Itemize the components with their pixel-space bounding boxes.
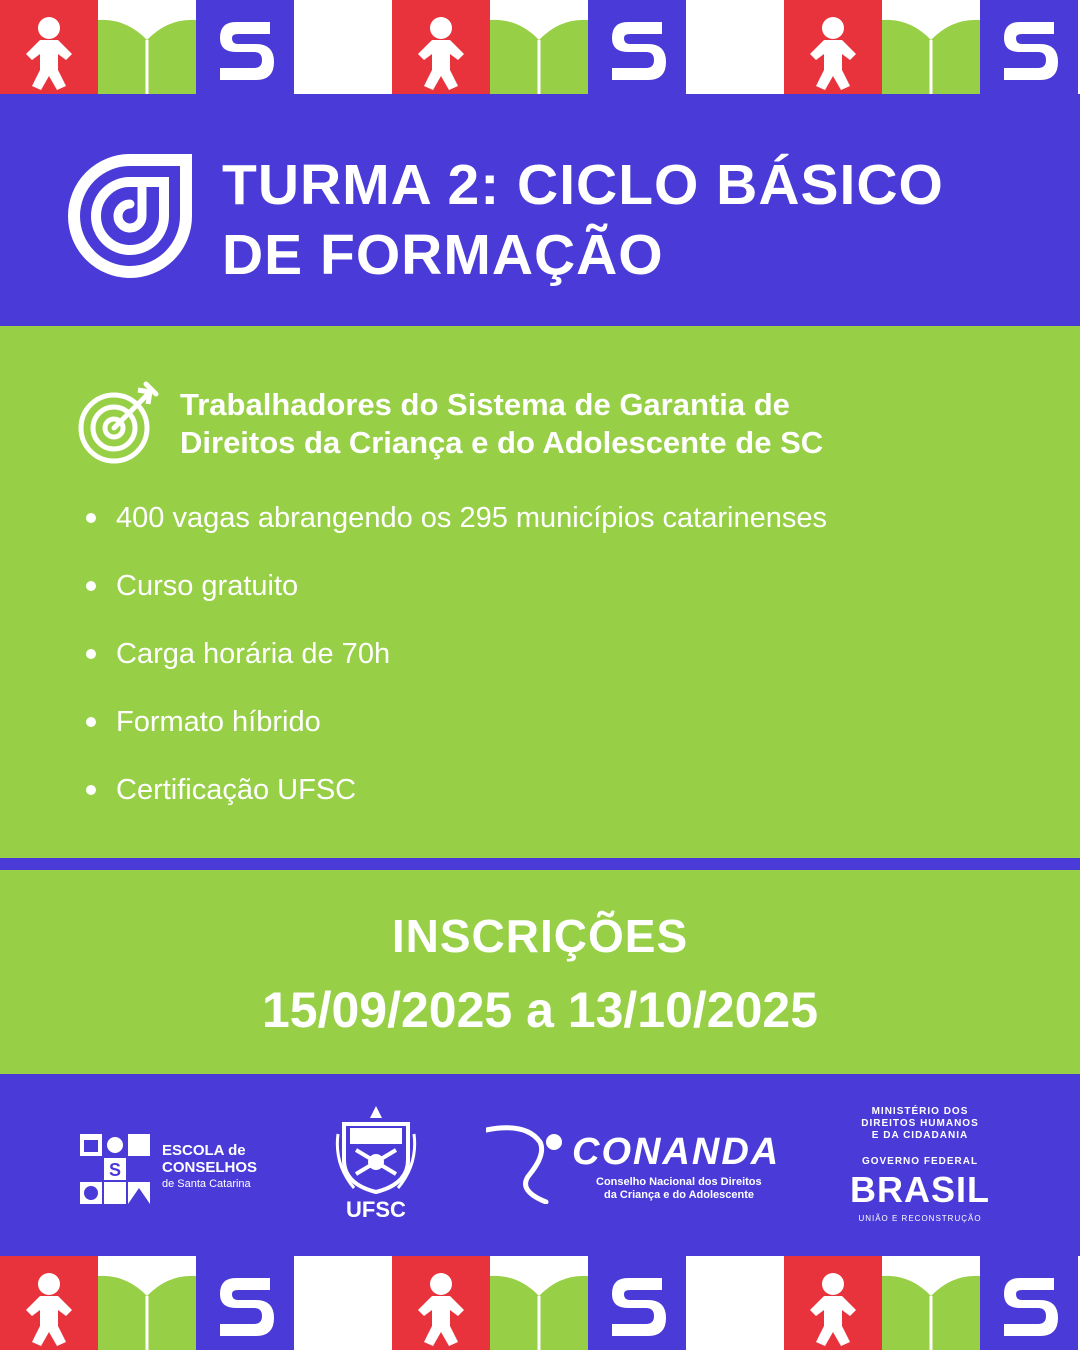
blank-tile	[294, 0, 392, 94]
registration-panel	[0, 870, 1080, 1074]
pattern-tile	[294, 1256, 392, 1350]
gingerbread-icon	[784, 0, 882, 94]
pattern-tile	[294, 0, 392, 94]
svg-text:S: S	[108, 1160, 122, 1180]
conanda-logo	[486, 1124, 781, 1214]
pattern-tile	[588, 1256, 686, 1350]
pattern-strip-top	[0, 0, 1080, 94]
course-features-list	[86, 496, 1046, 836]
gov-federal-label: GOVERNO FEDERAL	[861, 1156, 979, 1167]
escola-line-2: CONSELHOS	[162, 1159, 258, 1176]
pattern-tile	[98, 0, 196, 94]
pattern-tile	[0, 1256, 98, 1350]
s-letter-icon	[588, 0, 686, 94]
list-item-text: Certificação UFSC	[116, 774, 357, 806]
gingerbread-icon	[0, 0, 98, 94]
ministry-line-2: DIREITOS HUMANOS	[861, 1118, 979, 1129]
list-item-text: 400 vagas abrangendo os 295 municípios catarinenses	[116, 502, 827, 534]
pattern-tile	[98, 1256, 196, 1350]
bullet-icon	[86, 513, 96, 523]
audience-line-2: Direitos da Criança e do Adolescente de SC	[180, 425, 824, 460]
blank-tile	[294, 1256, 392, 1350]
escola-line-1: ESCOLA de	[162, 1142, 246, 1159]
conanda-name: CONANDA	[572, 1131, 781, 1173]
registration-title: INSCRIÇÕES	[391, 910, 689, 962]
pattern-tile	[392, 1256, 490, 1350]
blank-tile	[686, 0, 784, 94]
pattern-tile	[882, 1256, 980, 1350]
governo-federal-logo	[840, 1106, 1000, 1226]
list-item	[86, 564, 1046, 632]
bullet-icon	[86, 649, 96, 659]
pattern-tile	[980, 1256, 1078, 1350]
s-letter-icon	[980, 0, 1078, 94]
list-item-text: Formato híbrido	[116, 706, 321, 738]
escola-line-3: de Santa Catarina	[162, 1178, 251, 1190]
pattern-tile	[686, 1256, 784, 1350]
escola-grid-icon	[80, 1134, 150, 1204]
bullet-icon	[86, 581, 96, 591]
pattern-tile	[490, 0, 588, 94]
ministry-line-3: E DA CIDADANIA	[871, 1130, 969, 1141]
pattern-tile	[490, 1256, 588, 1350]
pattern-tile	[784, 0, 882, 94]
bullet-icon	[86, 717, 96, 727]
list-item	[86, 496, 1046, 564]
target-icon	[76, 380, 162, 466]
pattern-strip-bottom	[0, 1256, 1080, 1350]
bullet-icon	[86, 785, 96, 795]
list-item-text: Curso gratuito	[116, 570, 299, 602]
book-icon	[490, 0, 588, 94]
escola-de-conselhos-logo	[80, 1134, 280, 1206]
s-letter-icon	[196, 1256, 294, 1350]
book-icon	[98, 0, 196, 94]
gingerbread-icon	[392, 1256, 490, 1350]
pattern-tile	[196, 1256, 294, 1350]
pattern-tile	[784, 1256, 882, 1350]
pattern-tile	[686, 0, 784, 94]
gingerbread-icon	[784, 1256, 882, 1350]
s-letter-icon	[196, 0, 294, 94]
list-item	[86, 632, 1046, 700]
blank-tile	[686, 1256, 784, 1350]
list-item-text: Carga horária de 70h	[116, 638, 391, 670]
list-item	[86, 768, 1046, 836]
gingerbread-icon	[0, 1256, 98, 1350]
conanda-subtitle-1: Conselho Nacional dos Direitos	[596, 1176, 762, 1188]
partner-logos	[0, 1074, 1080, 1256]
pattern-tile	[980, 0, 1078, 94]
title-line-1: TURMA 2: CICLO BÁSICO	[222, 153, 944, 217]
brasil-wordmark: BRASIL	[850, 1169, 990, 1210]
ufsc-crest-icon	[334, 1104, 418, 1196]
conanda-subtitle-2: da Criança e do Adolescente	[604, 1189, 754, 1201]
page-title	[222, 150, 1052, 290]
target-audience	[180, 386, 1040, 462]
gingerbread-icon	[392, 0, 490, 94]
book-icon	[882, 1256, 980, 1350]
s-letter-icon	[588, 1256, 686, 1350]
ministry-line-1: MINISTÉRIO DOS	[871, 1106, 969, 1117]
pattern-tile	[588, 0, 686, 94]
title-line-2: DE FORMAÇÃO	[222, 223, 664, 287]
pattern-tile	[392, 0, 490, 94]
divider	[0, 858, 1080, 870]
pattern-tile	[0, 0, 98, 94]
ufsc-name: UFSC	[346, 1197, 406, 1222]
book-icon	[98, 1256, 196, 1350]
ufsc-logo	[334, 1104, 418, 1226]
registration-dates: 15/09/2025 a 13/10/2025	[261, 982, 819, 1038]
brand-logo-icon	[66, 152, 194, 286]
pattern-tile	[882, 0, 980, 94]
s-letter-icon	[980, 1256, 1078, 1350]
list-item	[86, 700, 1046, 768]
audience-line-1: Trabalhadores do Sistema de Garantia de	[180, 387, 790, 422]
book-icon	[490, 1256, 588, 1350]
pattern-tile	[196, 0, 294, 94]
gov-slogan: UNIÃO E RECONSTRUÇÃO	[858, 1214, 982, 1223]
conanda-swoosh-icon	[486, 1124, 576, 1204]
book-icon	[882, 0, 980, 94]
